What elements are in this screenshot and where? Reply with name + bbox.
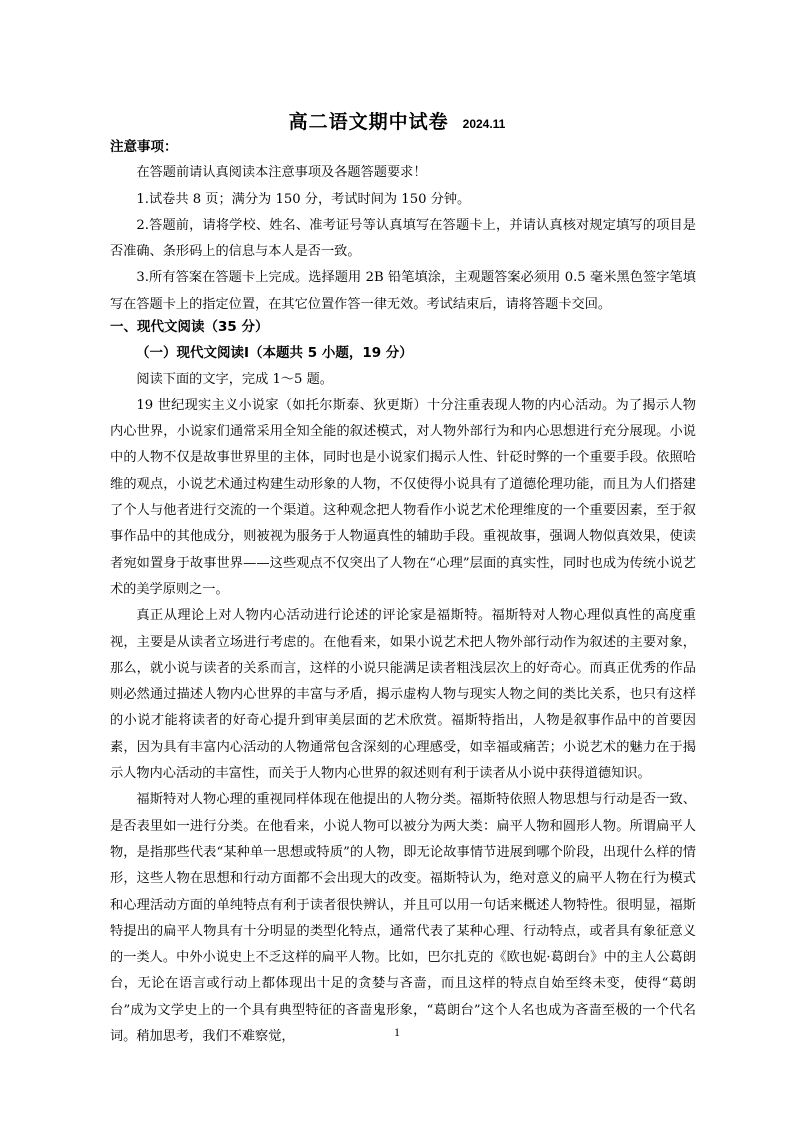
notice-item: 3.所有答案在答题卡上完成。选择题用 2B 铅笔填涂，主观题答案必须用 0.5 毫米黑色签字笔填写在答题卡上的指定位置，在其它位置作答一律无效。考试结束后，请将答题卡交回。 <box>110 270 696 312</box>
notice-item: 2.答题前，请将学校、姓名、准考证号等认真填写在答题卡上，并请认真核对规定填写的项目是否准确、条形码上的信息与本人是否一致。 <box>110 217 696 260</box>
sub-section-heading: （一）现代文阅读Ⅰ（本题共 5 小题，19 分） <box>136 345 413 362</box>
notice-section <box>110 134 696 318</box>
reading-instruction: 阅读下面的文字，完成 1～5 题。 <box>136 371 333 387</box>
reading-section <box>110 314 696 1050</box>
exam-title <box>0 107 794 134</box>
title-text: 高二语文期中试卷 <box>288 111 449 133</box>
section-heading: 一、现代文阅读（35 分） <box>110 319 269 335</box>
passage-paragraph: 福斯特对人物心理的重视同样体现在他提出的人物分类。福斯特依照人物思想与行动是否一致、是否表里如一进行分类。在他看来，小说人物可以被分为两大类：扁平人物和圆形人物。所谓扁平人物，是指那些代表“某种单一思想或特质”的人物，即无论故事情节进展到哪个阶段，出现什么样的情形，这些人物在思想和行动方面都不会出现大的改变。福斯特认为，绝对意义的扁平人物在行为模式和心理活动方面的单纯特点有利于读者很快辨认，并且可以用一句话来概述人物特性。很明显，福斯特提出的扁平人物具有十分明显的类型化特点，通常代表了某种心理、行动特点，或者具有象征意义的一类人。中外小说史上不乏这样的扁平人物。比如，巴尔扎克的《欧也妮·葛朗台》中的主人公葛朗台，无论在语言或行动上都体现出十足的贪婪与吝啬，而且这样的特点自始至终未变，使得“葛朗台”成为文学史上的一个具有典型特征的吝啬鬼形象，“葛朗台”这个人名也成为吝啬至极的一个代名词。稍加思考，我们不难察觉， <box>110 792 696 1045</box>
notice-item: 1.试卷共 8 页；满分为 150 分，考试时间为 150 分钟。 <box>136 191 471 207</box>
exam-date: 2024.11 <box>462 117 506 131</box>
notice-heading: 注意事项： <box>110 139 178 155</box>
passage-paragraph: 19 世纪现实主义小说家（如托尔斯泰、狄更斯）十分注重表现人物的内心活动。为了揭示人物内心世界，小说家们通常采用全知全能的叙述模式，对人物外部行为和内心思想进行充分展现。小说中的人物不仅是故事世界里的主体，同时也是小说家们揭示人性、针砭时弊的一个重要手段。依照哈维的观点，小说艺术通过构建生动形象的人物，不仅使得小说具有了道德伦理功能，而且为人们搭建了个人与他者进行交流的一个渠道。这种观念把人物看作小说艺术伦理维度的一个重要因素，至于叙事作品中的其他成分，则被视为服务于人物逼真性的辅助手段。重视故事，强调人物似真效果，使读者宛如置身于故事世界——这些观点不仅突出了人物在“心理”层面的真实性，同时也成为传统小说艺术的美学原则之一。 <box>110 397 696 597</box>
passage-paragraph: 真正从理论上对人物内心活动进行论述的评论家是福斯特。福斯特对人物心理似真性的高度重视，主要是从读者立场进行考虑的。在他看来，如果小说艺术把人物外部行动作为叙述的主要对象，那么，就小说与读者的关系而言，这样的小说只能满足读者粗浅层次上的好奇心。而真正优秀的作品则必然通过描述人物内心世界的丰富与矛盾，揭示虚构人物与现实人物之间的类比关系，也只有这样的小说才能将读者的好奇心提升到审美层面的艺术欣赏。福斯特指出，人物是叙事作品中的首要因素，因为具有丰富内心活动的人物通常包含深刻的心理感受，如幸福或痛苦；小说艺术的魅力在于揭示人物内心活动的丰富性，而关于人物内心世界的叙述则有利于读者从小说中获得道德知识。 <box>110 608 696 782</box>
page-number: 1 <box>394 1025 400 1039</box>
notice-item: 在答题前请认真阅读本注意事项及各题答题要求！ <box>136 165 427 181</box>
